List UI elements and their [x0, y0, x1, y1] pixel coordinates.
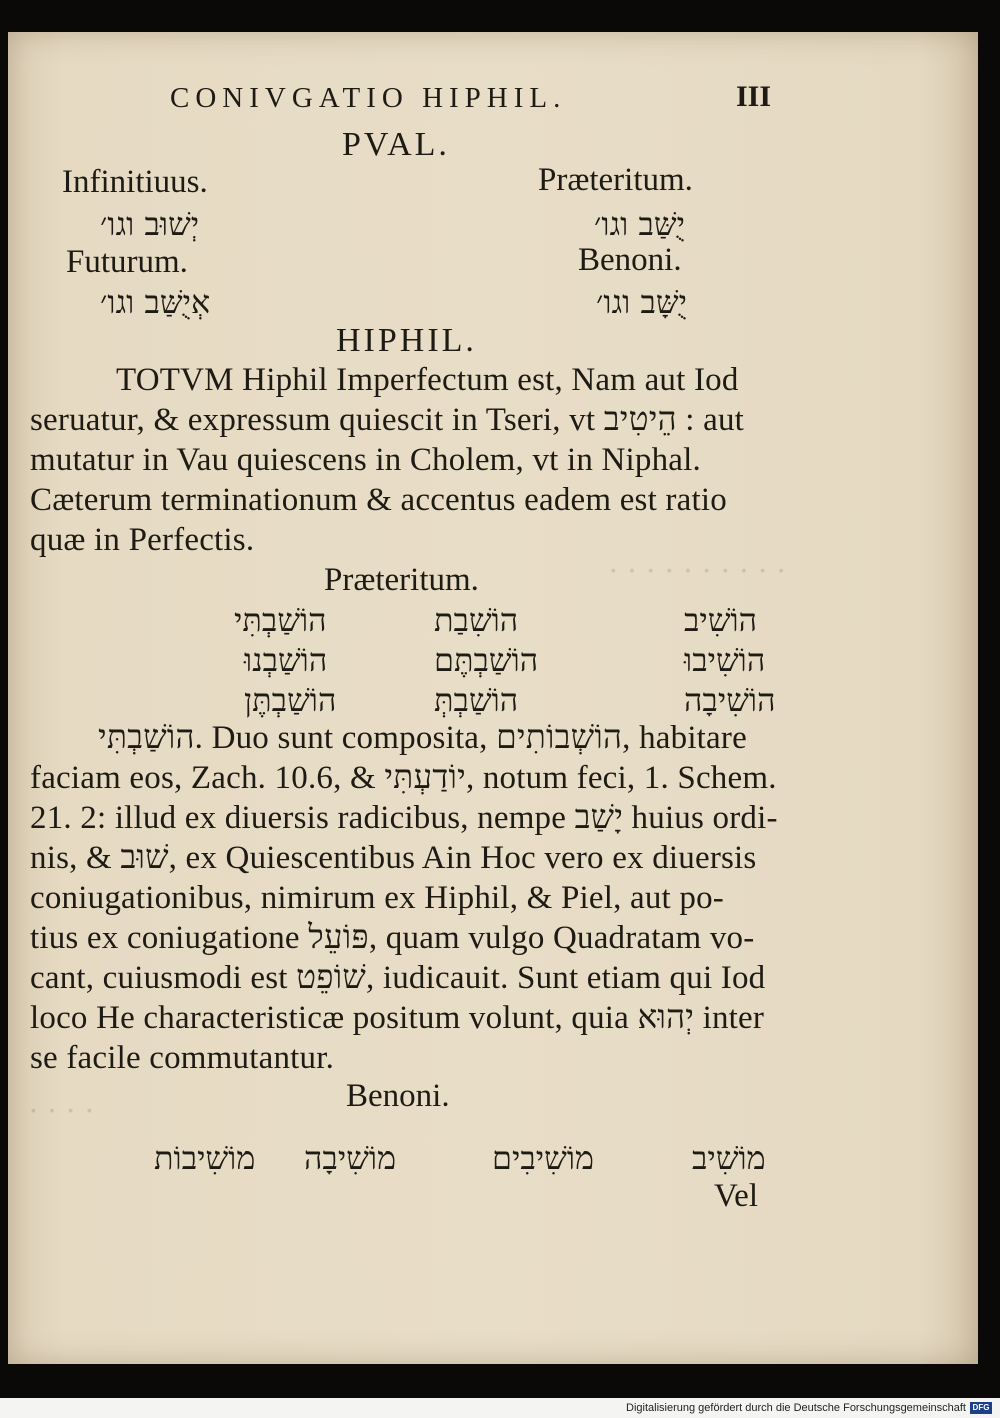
preterite-label: Præteritum.	[538, 162, 693, 198]
benoni-title: Benoni.	[346, 1078, 450, 1114]
text-line: Cæterum terminationum & accentus eadem est ratio	[30, 482, 727, 518]
catchword: Vel	[714, 1178, 758, 1214]
text-line: nis, & שׁוּב, ex Quiescentibus Ain Hoc vero ex diuersis	[30, 840, 757, 876]
benoni-form: מוֹשִׁיבָה	[304, 1139, 397, 1177]
text-line: seruatur, & expressum quiescit in Tseri, vt הֵיטִיב : aut	[30, 402, 745, 438]
funding-notice: Digitalisierung gefördert durch die Deutsche Forschungsgemeinschaft	[626, 1402, 966, 1414]
book-page	[8, 32, 978, 1364]
text-line: mutatur in Vau quiescens in Cholem, vt in Niphal.	[30, 442, 701, 478]
running-title: CONIVGATIO HIPHIL.	[170, 82, 567, 114]
text-line: cant, cuiusmodi est שׁוֹפֵט, iudicauit. Sunt etiam qui Iod	[30, 960, 766, 996]
preterite-cell: הוֹשִׁבַת	[434, 601, 519, 639]
text-line: se facile commutantur.	[30, 1040, 335, 1076]
preterite-cell: הוֹשִׁיבָה	[684, 681, 776, 719]
text-line: 21. 2: illud ex diuersis radicibus, nempe יָשַׁב huius ordi-	[30, 800, 778, 836]
dfg-logo: DFG	[970, 1402, 992, 1414]
future-form: אְיֻשַּׁב וגו׳	[100, 283, 211, 321]
preterite-cell: הוֹשִׁיב	[684, 601, 758, 639]
text-line: faciam eos, Zach. 10.6, & יוֹדַעְתִּי, notum feci, 1. Schem.	[30, 760, 777, 796]
text-line: tius ex coniugatione פּוֹעֵל, quam vulgo Quadratam vo-	[30, 920, 755, 956]
page-number: III	[736, 80, 772, 113]
text-line: quæ in Perfectis.	[30, 522, 255, 558]
preterite-cell: הוֹשַׁבְתִּי	[234, 601, 327, 639]
text-line: TOTVM Hiphil Imperfectum est, Nam aut Iod	[116, 362, 739, 398]
infinitive-form: יְשׁוּב וגו׳	[100, 205, 200, 243]
preterite-cell: הוֹשַׁבְתְּ	[434, 681, 519, 719]
future-label: Futurum.	[66, 244, 188, 280]
bleed-through-text: · · · · · · · · · ·	[608, 552, 787, 588]
preterite-cell: הוֹשַׁבְנוּ	[244, 641, 328, 679]
preterite-title: Præteritum.	[324, 562, 479, 598]
infinitive-label: Infinitiuus.	[62, 164, 208, 200]
section-title-pual: PVAL.	[342, 126, 450, 163]
preterite-cell: הוֹשִׁיבוּ	[684, 641, 766, 679]
text-line: coniugationibus, nimirum ex Hiphil, & Piel, aut po-	[30, 880, 724, 916]
section-title-hiphil: HIPHIL.	[336, 322, 477, 359]
benoni-form: מוֹשִׁיבִים	[492, 1139, 594, 1177]
text-line: הוֹשַׁבְתִּי. Duo sunt composita, הוֹשְׁבוֹתִים, habitare	[98, 720, 747, 756]
benoni-form: יֻשָּׁב וגו׳	[596, 283, 687, 321]
preterite-form: יֻשַּׁב וגו׳	[594, 205, 685, 243]
benoni-label: Benoni.	[578, 242, 682, 278]
text-line: loco He characteristicæ positum volunt, quia יְהוּא inter	[30, 1000, 765, 1036]
benoni-form: מוֹשִׁיבוֹת	[154, 1139, 256, 1177]
preterite-cell: הוֹשַׁבְתֶּם	[434, 641, 539, 679]
bleed-through-text: · · · ·	[28, 1092, 95, 1128]
benoni-form: מוֹשִׁיב	[692, 1139, 766, 1177]
preterite-cell: הוֹשַׁבְתֶּן	[244, 681, 337, 719]
